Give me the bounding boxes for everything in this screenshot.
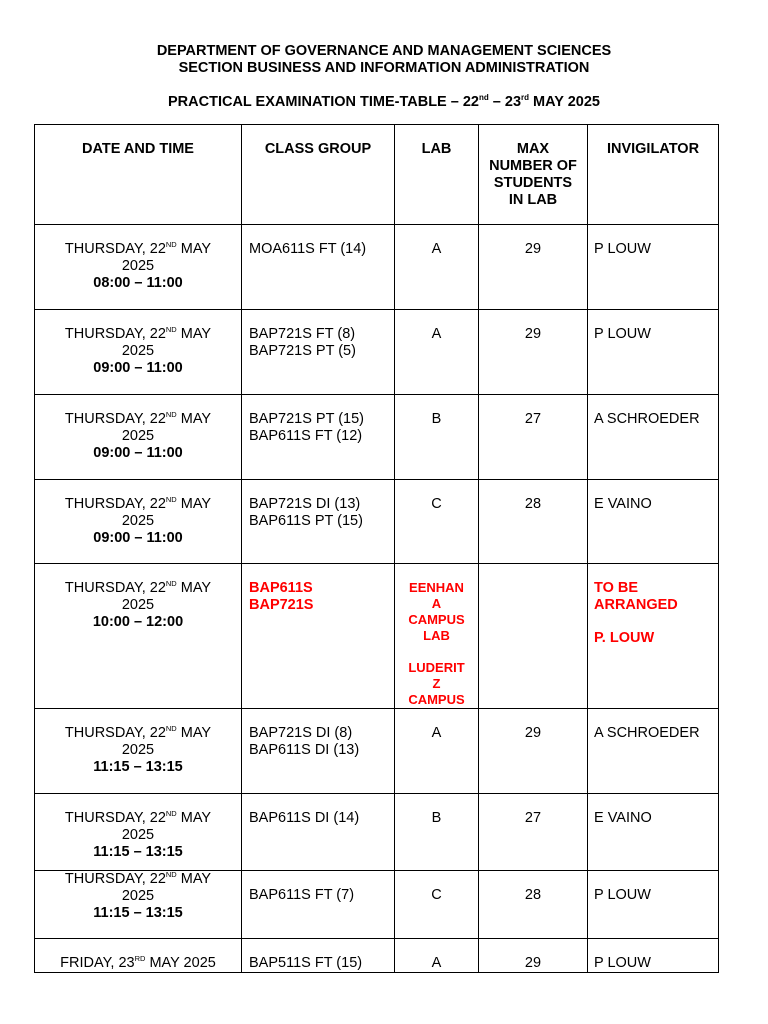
invigilator-name: E VAINO	[594, 496, 652, 512]
max-students-value: 29	[524, 725, 542, 741]
invigilator-cell	[588, 564, 719, 709]
lab-value: B	[431, 411, 442, 427]
date-time-cell	[35, 939, 242, 973]
lab-cell	[395, 939, 479, 973]
date-line	[35, 871, 241, 888]
date-ordinal: ND	[165, 495, 177, 505]
lab-cell	[395, 709, 479, 794]
max-students-cell	[479, 564, 588, 709]
exam-time: 09:00 – 11:00	[93, 445, 183, 461]
invigilator-name: P LOUW	[594, 887, 651, 903]
lab-value: A	[431, 241, 442, 257]
lab-cell	[395, 564, 479, 709]
invigilator-name: P LOUW	[594, 241, 651, 257]
date-day: THURSDAY, 22	[64, 871, 166, 887]
class-group-line: BAP721S	[249, 597, 314, 613]
class-group-line: BAP511S FT (15)	[249, 955, 363, 971]
invigilator-name: P LOUW	[594, 955, 651, 971]
class-group-line: BAP611S FT (7)	[249, 887, 355, 903]
date-month: MAY	[176, 725, 212, 741]
table-row	[35, 871, 719, 939]
max-students-cell	[479, 709, 588, 794]
class-group-line: MOA611S FT (14)	[249, 241, 367, 257]
max-students-value: 29	[524, 955, 542, 971]
date-time-cell	[35, 395, 242, 480]
table-row	[35, 480, 719, 564]
lab-value: C	[431, 887, 442, 903]
exam-time: 11:15 – 13:15	[93, 844, 183, 860]
invigilator-cell	[588, 480, 719, 564]
date-day: THURSDAY, 22	[64, 411, 166, 427]
col-header-date: DATE AND TIME	[35, 125, 242, 225]
max-students-value: 29	[524, 326, 542, 342]
date-year: 2025	[121, 827, 155, 843]
lab-line: LUDERIT	[408, 660, 465, 675]
max-students-cell	[479, 310, 588, 395]
invigilator-cell	[588, 395, 719, 480]
timetable	[34, 124, 719, 973]
date-year: 2025	[121, 428, 155, 444]
date-day: THURSDAY, 22	[64, 241, 166, 257]
max-students-cell	[479, 939, 588, 973]
exam-time: 09:00 – 11:00	[93, 360, 183, 376]
table-row	[35, 564, 719, 709]
exam-time: 10:00 – 12:00	[92, 614, 184, 630]
lab-value: A	[431, 725, 442, 741]
timetable-title	[0, 94, 768, 111]
invigilator-cell	[588, 225, 719, 310]
date-line	[35, 955, 241, 972]
max-students-cell	[479, 871, 588, 939]
table-row	[35, 709, 719, 794]
class-group-line: BAP721S FT (8)	[249, 326, 356, 342]
date-line	[35, 580, 241, 597]
date-day: THURSDAY, 22	[64, 326, 166, 342]
title-sup-1: nd	[478, 93, 489, 103]
date-line	[35, 241, 241, 258]
date-year: 2025	[121, 513, 155, 529]
table-row	[35, 225, 719, 310]
table-row	[35, 794, 719, 871]
date-line	[35, 496, 241, 513]
title-suffix: MAY 2025	[529, 94, 600, 110]
date-month: MAY	[176, 871, 212, 887]
lab-value: C	[431, 496, 442, 512]
max-students-value: 27	[524, 411, 542, 427]
date-time-cell	[35, 794, 242, 871]
invigilator-line: ARRANGED	[594, 597, 678, 613]
date-ordinal: ND	[165, 579, 177, 589]
exam-time: 08:00 – 11:00	[93, 275, 183, 291]
date-line	[35, 725, 241, 742]
date-ordinal: RD	[134, 954, 146, 964]
col-header-lab: LAB	[395, 125, 479, 225]
date-day: THURSDAY, 22	[64, 580, 166, 596]
max-students-cell	[479, 794, 588, 871]
date-time-cell	[35, 225, 242, 310]
title-prefix: PRACTICAL EXAMINATION TIME-TABLE – 22	[168, 94, 479, 110]
class-group-line: BAP721S DI (8)	[249, 725, 353, 741]
date-time-cell	[35, 564, 242, 709]
exam-time: 11:15 – 13:15	[93, 905, 183, 921]
exam-time: 09:00 – 11:00	[93, 530, 183, 546]
class-group-cell	[242, 310, 395, 395]
date-month: MAY	[176, 326, 212, 342]
date-ordinal: ND	[165, 325, 177, 335]
lab-cell	[395, 225, 479, 310]
lab-cell	[395, 310, 479, 395]
class-group-line: BAP611S DI (13)	[249, 742, 360, 758]
section-heading: SECTION BUSINESS AND INFORMATION ADMINISTRATION	[178, 60, 590, 76]
date-month: MAY	[176, 810, 212, 826]
date-year: 2025	[121, 597, 155, 613]
lab-line: CAMPUS	[408, 692, 465, 707]
date-year: 2025	[121, 343, 155, 359]
invigilator-line: TO BE	[594, 580, 639, 596]
department-heading: DEPARTMENT OF GOVERNANCE AND MANAGEMENT SCIENCES	[156, 43, 612, 59]
max-students-value: 27	[524, 810, 542, 826]
max-students-cell	[479, 225, 588, 310]
date-year: 2025	[121, 888, 155, 904]
date-year: 2025	[121, 742, 155, 758]
lab-value: B	[431, 810, 442, 826]
col-header-max: MAX NUMBER OF STUDENTS IN LAB	[479, 125, 588, 225]
title-sup-2: rd	[521, 93, 530, 103]
exam-time: 11:15 – 13:15	[93, 759, 183, 775]
class-group-line: BAP721S DI (13)	[249, 496, 361, 512]
invigilator-name: A SCHROEDER	[594, 411, 700, 427]
date-month: MAY 2025	[145, 955, 216, 971]
class-group-line: BAP721S PT (15)	[249, 411, 364, 427]
col-header-class: CLASS GROUP	[242, 125, 395, 225]
class-group-line: BAP611S DI (14)	[249, 810, 360, 826]
date-ordinal: ND	[165, 410, 177, 420]
lab-line: EENHAN	[409, 580, 464, 595]
date-line	[35, 810, 241, 827]
class-group-cell	[242, 480, 395, 564]
max-students-value: 29	[524, 241, 542, 257]
invigilator-name: P LOUW	[594, 326, 651, 342]
header-row	[35, 125, 719, 225]
lab-value: A	[431, 955, 442, 971]
class-group-line: BAP611S PT (15)	[249, 513, 363, 529]
invigilator-gap	[594, 614, 718, 630]
date-month: MAY	[176, 580, 212, 596]
class-group-line: BAP611S FT (12)	[249, 428, 363, 444]
date-month: MAY	[176, 411, 212, 427]
lab-cell	[395, 395, 479, 480]
class-group-cell	[242, 395, 395, 480]
invigilator-cell	[588, 939, 719, 973]
class-group-cell	[242, 225, 395, 310]
max-students-cell	[479, 395, 588, 480]
invigilator-cell	[588, 310, 719, 395]
lab-gap	[395, 644, 478, 660]
invigilator-name: A SCHROEDER	[594, 725, 700, 741]
table-row	[35, 395, 719, 480]
date-time-cell	[35, 310, 242, 395]
date-ordinal: ND	[165, 724, 177, 734]
invigilator-name: E VAINO	[594, 810, 652, 826]
date-line	[35, 326, 241, 343]
date-ordinal: ND	[165, 809, 177, 819]
invigilator-cell	[588, 871, 719, 939]
lab-cell	[395, 480, 479, 564]
lab-line: A	[431, 596, 442, 611]
date-day: THURSDAY, 22	[64, 496, 166, 512]
date-time-cell	[35, 709, 242, 794]
lab-value: A	[431, 326, 442, 342]
class-group-cell	[242, 939, 395, 973]
class-group-cell	[242, 794, 395, 871]
max-students-value: 28	[524, 496, 542, 512]
title-mid: – 23	[488, 94, 522, 110]
date-time-cell	[35, 871, 242, 939]
lab-line: LAB	[423, 628, 450, 643]
invigilator-line: P. LOUW	[594, 630, 655, 646]
table-row	[35, 939, 719, 973]
class-group-line: BAP611S	[249, 580, 313, 596]
date-time-cell	[35, 480, 242, 564]
class-group-cell	[242, 564, 395, 709]
date-ordinal: ND	[165, 870, 177, 880]
lab-cell	[395, 871, 479, 939]
lab-line: CAMPUS	[408, 612, 465, 627]
date-day: FRIDAY, 23	[60, 955, 135, 971]
date-line	[35, 411, 241, 428]
lab-cell	[395, 794, 479, 871]
date-ordinal: ND	[165, 240, 177, 250]
max-students-value: 28	[524, 887, 542, 903]
invigilator-cell	[588, 709, 719, 794]
date-day: THURSDAY, 22	[64, 725, 166, 741]
date-year: 2025	[121, 258, 155, 274]
table-row	[35, 310, 719, 395]
class-group-cell	[242, 709, 395, 794]
class-group-line: BAP721S PT (5)	[249, 343, 356, 359]
lab-line: Z	[432, 676, 441, 691]
date-month: MAY	[176, 496, 212, 512]
date-day: THURSDAY, 22	[64, 810, 166, 826]
max-students-cell	[479, 480, 588, 564]
date-month: MAY	[176, 241, 212, 257]
invigilator-cell	[588, 794, 719, 871]
col-header-invigilator: INVIGILATOR	[588, 125, 719, 225]
class-group-cell	[242, 871, 395, 939]
